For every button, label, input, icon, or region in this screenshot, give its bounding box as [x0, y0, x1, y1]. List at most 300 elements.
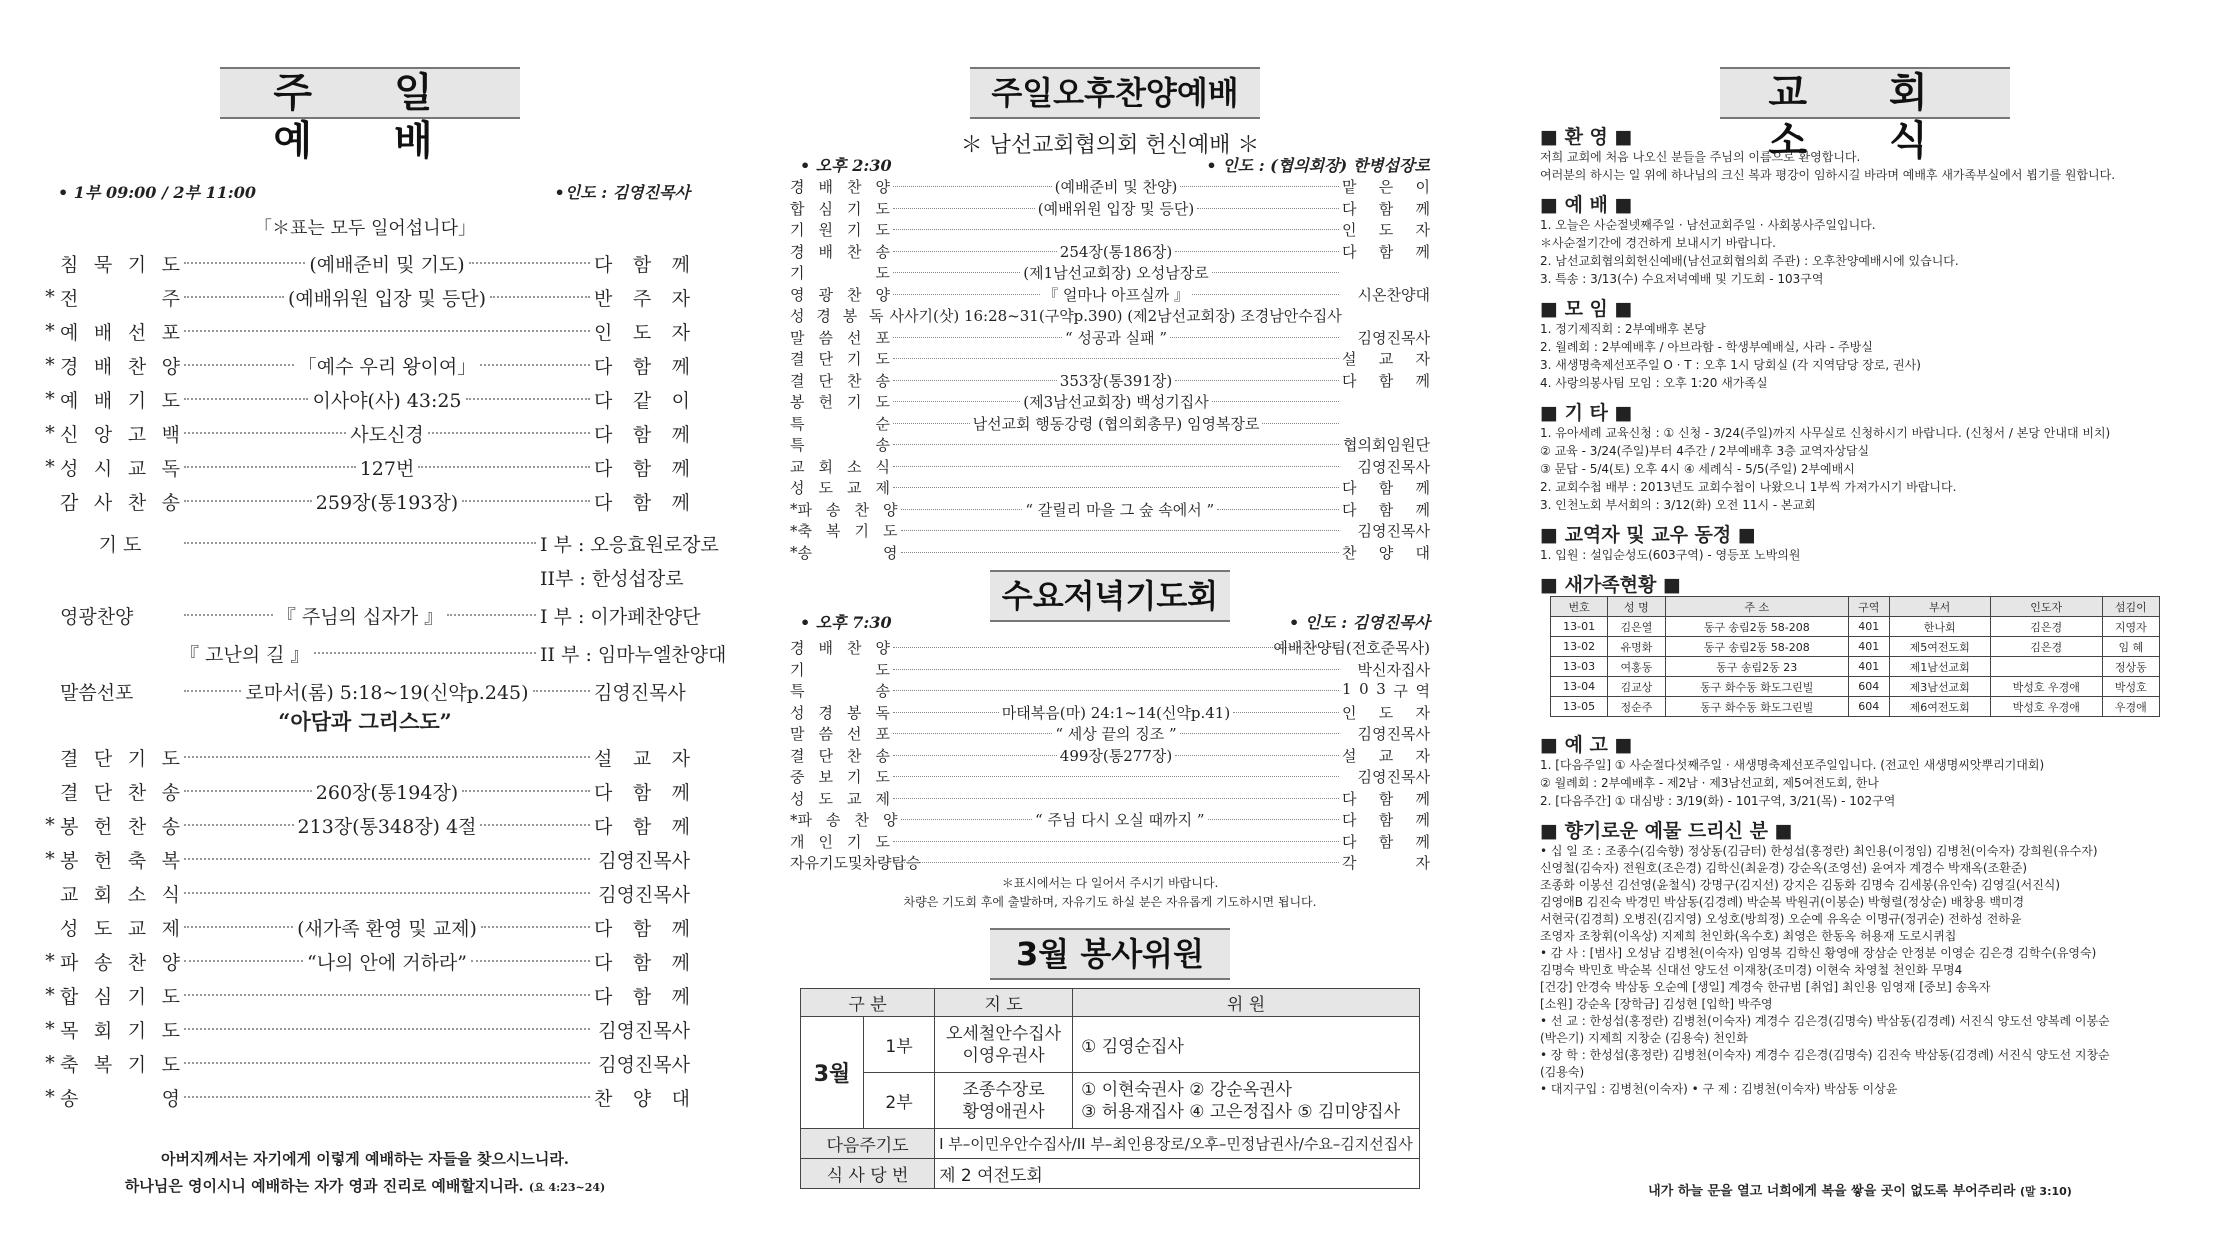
choir-song-1: 『 주님의 십자가 』 — [276, 605, 444, 628]
order-item-detail: 213장(통348장) 4절 — [297, 815, 477, 838]
order-item-person: 김영진목사 — [1357, 457, 1430, 476]
choir-row-2 — [40, 636, 727, 670]
order-item-person: 김영진목사 — [598, 883, 690, 906]
table-cell: 제5여전도회 — [1889, 637, 1990, 657]
order-row — [790, 477, 1430, 498]
order-item-person: 다 함 께 — [594, 917, 690, 940]
order-item-name: 결 단 기 도 — [790, 350, 890, 368]
section-title: ■ 새가족현황 ■ — [1540, 574, 1681, 596]
new-family-col: 부서 — [1889, 597, 1990, 617]
table-cell: 13-01 — [1551, 617, 1608, 637]
closing-verse: 내가 하늘 문을 열고 너희에게 복을 쌓을 곳이 없도록 부어주리라 (말 3:10) — [1648, 1184, 2072, 1199]
news-line: 신영철(김숙자) 전원호(조은경) 김학신(최윤경) 강순옥(조영선) 윤여자 계경수 박재옥(조환준) — [1540, 861, 2028, 875]
order-item-detail: 499장(통277장) — [1059, 746, 1173, 765]
table-cell: 401 — [1848, 637, 1889, 657]
order-row — [40, 774, 690, 808]
new-family-col: 번호 — [1551, 597, 1608, 617]
order-item-name: 신 앙 고 백 — [60, 423, 180, 446]
order-item-name: 특 송 — [790, 682, 890, 700]
order-row — [40, 876, 690, 910]
table-cell: 우경애 — [2102, 697, 2159, 717]
order-row — [40, 842, 690, 876]
note-standing: ＊표시에서는 다 일어서 주시기 바랍니다. — [1001, 876, 1219, 890]
order-item-person: 협의회임원단 — [1343, 436, 1430, 454]
order-item-name: 자 유 기 도 및 차 량 탑 승 — [790, 854, 921, 872]
order-item-person: 예배찬양팀(전호준목사) — [1273, 639, 1430, 657]
news-line: ② 월례회 : 2부예배후 - 제2남 · 제3남선교회, 제5여전도회, 한나 — [1540, 776, 1879, 790]
prayer-part2: II부 : 한성섭장로 — [540, 567, 684, 590]
sermon-row — [40, 674, 690, 708]
order-item-name: 특 순 — [790, 414, 890, 433]
order-row — [790, 499, 1430, 520]
order-item-detail: (예배준비 및 기도) — [309, 253, 465, 276]
order-item-name: 기 원 기 도 — [790, 221, 890, 239]
order-item-name: 성 경 봉 독 — [790, 703, 890, 722]
order-item-name: 중 보 기 도 — [790, 768, 890, 786]
order-row — [790, 788, 1430, 809]
news-line: 조영자 조창휘(이옥상) 지제희 천인화(옥수호) 최영은 한동옥 허용재 도로시퀴칩 — [1540, 929, 1957, 943]
standing-mark: * — [45, 354, 55, 376]
order-item-detail: “나의 안에 거하라” — [307, 951, 467, 974]
table-cell: 김은경 — [1990, 617, 2102, 637]
order-item-name: 영 광 찬 양 — [790, 285, 890, 304]
table-row — [1551, 697, 2160, 717]
order-row — [790, 284, 1430, 305]
table-cell: 401 — [1848, 617, 1889, 637]
news-line: (박은기) 지제희 지창순 (김용숙) 천인화 — [1540, 1031, 1748, 1045]
verse-line-1: 아버지께서는 자기에게 이렇게 예배하는 자들을 찾으시느니라. — [160, 1150, 570, 1168]
order-item-name: 성 도 교 제 — [790, 789, 890, 808]
standing-mark: * — [45, 456, 55, 478]
news-line: (김용숙) — [1540, 1065, 1585, 1079]
order-item-name: 성 도 교 제 — [60, 917, 180, 940]
news-line: 2. 교회수첩 배부 : 2013년도 교회수첩이 나왔으니 1부씩 가져가시기 바랍니다. — [1540, 480, 1957, 494]
order-item-person: 김영진목사 — [598, 1053, 690, 1076]
order-item-person: 시온찬양대 — [1357, 285, 1430, 304]
order-item-name: 결 단 기 도 — [60, 747, 180, 770]
order-item-name: 목 회 기 도 — [60, 1019, 180, 1042]
order-item-person: 찬 양 대 — [594, 1087, 690, 1110]
news-line: • 감 사 : [범사] 오성남 김병천(이숙자) 임영복 김학신 황영애 장삼순 안정분 이영순 김은경 김학수(유영숙) — [1540, 946, 2097, 960]
volunteers-table — [800, 988, 1420, 1189]
order-item-name: 기 도 — [790, 264, 890, 282]
news-line: 4. 사랑의봉사팀 모임 : 오후 1:20 새가족실 — [1540, 376, 1768, 390]
order-item-name: 축 복 기 도 — [60, 1053, 180, 1076]
table-cell: 지영자 — [2102, 617, 2159, 637]
afternoon-worship-title: 주일오후찬양예배 — [970, 67, 1260, 119]
sermon-preacher: 김영진목사 — [594, 681, 686, 704]
order-row — [40, 978, 690, 1012]
prayer-part1: I 부 : 오응효원로장로 — [540, 533, 719, 556]
order-row — [40, 1046, 690, 1080]
news-line: ③ 문답 - 5/4(토) 오후 4시 ④ 세례식 - 5/5(주일) 2부예배시 — [1540, 462, 1855, 476]
section-title: ■ 환 영 ■ — [1540, 126, 1633, 148]
order-row — [40, 740, 690, 774]
order-item-person: 다 함 께 — [1342, 832, 1430, 851]
table-row — [1551, 677, 2160, 697]
order-item-name: 경 배 찬 양 — [60, 355, 180, 378]
order-row — [790, 542, 1430, 563]
order-item-name: 파 송 찬 양 — [60, 951, 180, 974]
table-cell: 제1남선교회 — [1889, 657, 1990, 677]
order-row — [790, 520, 1430, 541]
section-title: ■ 모 임 ■ — [1540, 298, 1633, 320]
order-item-detail: 127번 — [359, 457, 415, 480]
new-family-col: 섬김이 — [2102, 597, 2159, 617]
table-cell: 동구 송림2동 58-208 — [1665, 637, 1848, 657]
choir-row-1 — [40, 598, 701, 632]
order-row — [790, 680, 1430, 701]
order-row — [790, 831, 1430, 852]
order-row — [40, 1080, 690, 1114]
order-item-name: 결 단 찬 송 — [790, 746, 890, 765]
order-item-person: 인 도 자 — [594, 321, 690, 344]
new-family-col: 구역 — [1848, 597, 1889, 617]
order-item-person: 찬 양 대 — [1342, 543, 1430, 562]
order-row — [790, 327, 1430, 348]
standing-mark: * — [790, 810, 798, 829]
order-item-name: 감 사 찬 송 — [60, 491, 180, 514]
standing-mark: * — [45, 814, 55, 836]
volunteers-row-1 — [801, 1017, 1420, 1073]
order-row — [790, 702, 1430, 723]
order-item-name: 성 경 봉 독 — [790, 307, 884, 325]
order-row — [790, 809, 1430, 830]
order-item-detail: 259장(통193장) — [315, 491, 459, 514]
order-item-person: 인 도 자 — [1342, 703, 1430, 722]
table-cell: 박성호 우경애 — [1990, 697, 2102, 717]
meal-duty-row — [801, 1159, 1420, 1189]
order-row — [40, 944, 690, 978]
order-row — [790, 391, 1430, 412]
order-item-person: 인 도 자 — [1342, 221, 1430, 239]
news-line: ② 교육 - 3/24(주일)부터 4주간 / 2부예배후 3층 교역자상담실 — [1540, 444, 1870, 458]
meal-duty-value: 제 2 여전도회 — [935, 1159, 1420, 1189]
news-line: 여러분의 하시는 일 위에 하나님의 크신 복과 평강이 임하시길 바라며 예배후 새가족부실에서 뵙기를 원합니다. — [1540, 168, 2116, 182]
order-item-detail: (예배준비 및 찬양) — [1054, 178, 1178, 196]
order-item-name: 봉 헌 찬 송 — [60, 815, 180, 838]
order-item-person: 설 교 자 — [1342, 350, 1430, 368]
table-cell: 13-04 — [1551, 677, 1608, 697]
order-item-detail: 353장(통391장) — [1059, 371, 1173, 390]
order-item-detail: 마태복음(마) 24:1~14(신약p.41) — [1001, 703, 1231, 722]
order-item-person: 반 주 자 — [594, 287, 690, 310]
order-item-name: 경 배 찬 송 — [790, 242, 890, 261]
table-cell: 박성호 우경애 — [1990, 677, 2102, 697]
order-row — [790, 766, 1430, 787]
table-cell: 정순주 — [1608, 697, 1665, 717]
order-row — [790, 723, 1430, 744]
sermon-title: “아담과 그리스도” — [278, 709, 452, 734]
volunteers-row-2 — [801, 1073, 1420, 1129]
order-item-person: 다 함 께 — [1342, 479, 1430, 497]
standing-mark: * — [45, 1086, 55, 1108]
meal-duty-label: 식 사 당 번 — [801, 1159, 935, 1189]
standing-mark: * — [45, 320, 55, 342]
order-item-person: 다 같 이 — [594, 389, 690, 412]
order-row — [790, 348, 1430, 369]
col-division: 구 분 — [801, 989, 935, 1017]
month-cell: 3월 — [801, 1017, 864, 1129]
news-line: 1. 유아세례 교육신청 : ① 신청 - 3/24(주일)까지 사무실로 신청하시기 바랍니다. (신청서 / 본당 안내대 비치) — [1540, 426, 2111, 440]
news-line: 조종화 이봉선 김선영(윤철식) 강명구(김지선) 강지은 김동화 김명숙 김세봉(유인숙) 김영길(서진식) — [1540, 878, 2061, 892]
table-cell: 여홍동 — [1608, 657, 1665, 677]
order-item-person: 박신자집사 — [1357, 660, 1430, 679]
table-cell: 동구 송림2동 23 — [1665, 657, 1848, 677]
order-item-name: 송 영 — [60, 1087, 180, 1110]
order-item-detail: (제1남선교회장) 오성남장로 — [1023, 264, 1209, 282]
order-row — [40, 450, 690, 484]
order-row — [790, 852, 1430, 873]
order-item-person: 설 교 자 — [1342, 746, 1430, 765]
order-item-person: 김영진목사 — [1357, 768, 1430, 786]
order-item-name: 결 단 찬 송 — [790, 371, 890, 390]
section-title: ■ 예 고 ■ — [1540, 734, 1633, 756]
news-line: • 장 학 : 한성섭(홍정란) 김병천(이숙자) 계경수 김은경(김명숙) 김진숙 박삼동(김경례) 서진식 양도선 지창순 — [1540, 1048, 2110, 1062]
order-item-detail: 260장(통194장) — [315, 781, 459, 804]
order-row — [790, 745, 1430, 766]
news-line: 김영애B 김진숙 박경민 박삼동(김경례) 박순복 박원귀(이봉순) 박형렬(정상순) 배창용 백미경 — [1540, 895, 2025, 909]
table-row — [1551, 637, 2160, 657]
standing-mark: * — [45, 422, 55, 444]
table-row — [1551, 657, 2160, 677]
next-prayer-value: I 부–이민우안수집사/II 부–최인용장로/오후–민정남권사/수요–김지선집사 — [935, 1129, 1420, 1159]
order-item-person: 다 함 께 — [594, 355, 690, 378]
order-item-detail: 이사야(사) 43:25 — [312, 389, 462, 412]
order-row — [40, 416, 690, 450]
table-cell: 동구 화수동 화도그린빌 — [1665, 697, 1848, 717]
order-item-person: 김영진목사 — [1357, 328, 1430, 347]
order-row — [790, 305, 1430, 326]
order-row — [40, 910, 690, 944]
table-cell: 김은경 — [1990, 637, 2102, 657]
order-item-detail: (예배위원 입장 및 등단) — [1037, 199, 1195, 218]
order-row — [790, 370, 1430, 391]
order-item-detail: 『 얼마나 아프실까 』 — [1043, 285, 1189, 304]
order-item-person: 김영진목사 — [598, 849, 690, 872]
order-item-detail: (제3남선교회장) 백성기집사 — [1023, 393, 1209, 411]
choir-label: 영광찬양 — [60, 605, 134, 628]
part-1-leaders: 오세철안수집사 이영우권사 — [935, 1017, 1073, 1073]
order-row — [40, 382, 690, 416]
prayer-row — [40, 526, 719, 560]
order-item-person: 다 함 께 — [594, 815, 690, 838]
order-item-person: 다 함 께 — [594, 491, 690, 514]
standing-notice: 「＊표는 모두 일어섭니다」 — [254, 218, 476, 239]
order-item-person: 김영진목사 — [598, 1019, 690, 1042]
news-line: 1. 입원 : 설입순성도(603구역) - 영등포 노박의원 — [1540, 548, 1801, 562]
news-line: [소원] 강순옥 [장학금] 김성현 [입학] 박주영 — [1540, 997, 1773, 1011]
news-line: • 대지구입 : 김병천(이숙자) • 구 제 : 김병천(이숙자) 박삼동 이상윤 — [1540, 1082, 1898, 1096]
order-item-name: 기 도 — [790, 660, 890, 679]
wednesday-title: 수요저녁기도회 — [990, 570, 1230, 622]
afternoon-time: • 오후 2:30 — [800, 156, 892, 175]
verse-line-2: 하나님은 영이시니 예배하는 자가 영과 진리로 예배할지니라. (요 4:23~24) — [124, 1177, 606, 1195]
order-item-detail: (새가족 환영 및 교제) — [297, 917, 477, 940]
new-family-header — [1551, 597, 2160, 617]
wednesday-time: • 오후 7:30 — [800, 613, 892, 632]
order-item-name: 경 배 찬 양 — [790, 178, 890, 196]
section-title: ■ 예 배 ■ — [1540, 194, 1633, 216]
next-prayer-row — [801, 1129, 1420, 1159]
church-news-title: 교 회 소 식 — [1720, 67, 2010, 119]
order-item-detail: 사사기(삿) 16:28~31(구약p.390) (제2남선교회장) 조경남안수집사 — [889, 307, 1342, 325]
order-item-person: 다 함 께 — [594, 457, 690, 480]
order-item-person: 다 함 께 — [1342, 371, 1430, 390]
news-line: • 선 교 : 한성섭(홍정란) 김병천(이숙자) 계경수 김은경(김명숙) 박삼동(김경례) 서진식 양도선 양복례 이봉순 — [1540, 1014, 2110, 1028]
table-cell: 13-02 — [1551, 637, 1608, 657]
standing-mark: * — [45, 1018, 55, 1040]
new-family-col: 주 소 — [1665, 597, 1848, 617]
news-line: 서현국(김경희) 오병진(김지영) 오성호(방희정) 오순예 유옥순 이명규(정귀순) 전하성 전하윤 — [1540, 912, 2022, 926]
order-row — [790, 456, 1430, 477]
order-item-detail: “ 성공과 실패 ” — [1064, 328, 1168, 347]
news-line: [건강] 안경숙 박삼동 오순예 [생일] 계경숙 한규범 [취업] 최인용 임영재 [중보] 송옥자 — [1540, 980, 1991, 994]
table-cell: 제3남선교회 — [1889, 677, 1990, 697]
new-family-col: 인도자 — [1990, 597, 2102, 617]
standing-mark: * — [45, 388, 55, 410]
order-row — [40, 314, 690, 348]
order-item-name: 말 씀 선 포 — [790, 328, 890, 347]
news-line: 3. 새생명축제선포주일 O · T : 오후 1시 당회실 (각 지역담당 장로, 권사) — [1540, 358, 1921, 372]
choir-song-2: 『 고난의 길 』 — [180, 643, 310, 666]
order-item-name: 말 씀 선 포 — [790, 725, 890, 743]
order-item-name: 특 송 — [790, 436, 890, 454]
order-item-name: 합 심 기 도 — [60, 985, 180, 1008]
part-1-members: ① 김영순집사 — [1073, 1017, 1420, 1073]
standing-mark: * — [45, 848, 55, 870]
news-line: 저희 교회에 처음 나오신 분들을 주님의 이름으로 환영합니다. — [1540, 150, 1861, 164]
part-1-cell: 1부 — [864, 1017, 935, 1073]
order-item-name: 개 인 기 도 — [790, 832, 890, 851]
table-cell: 임 혜 — [2102, 637, 2159, 657]
order-item-name: 파 송 찬 양 — [797, 500, 898, 519]
news-line: 1. 정기제직회 : 2부예배후 본당 — [1540, 322, 1706, 336]
order-row — [790, 219, 1430, 240]
col-leader: 지 도 — [935, 989, 1073, 1017]
order-item-name: 예 배 선 포 — [60, 321, 180, 344]
order-item-detail: 「예수 우리 왕이여」 — [297, 355, 477, 378]
afternoon-leader: • 인도 : (협의회장) 한병섭장로 — [1206, 156, 1430, 175]
order-row — [790, 659, 1430, 680]
section-title: ■ 교역자 및 교우 동정 ■ — [1540, 524, 1756, 546]
service-leader: •인도 : 김영진목사 — [554, 183, 690, 202]
prayer-row-2 — [40, 560, 690, 594]
order-item-person: 맡 은 이 — [1342, 178, 1430, 196]
standing-mark: * — [790, 500, 798, 518]
order-row — [40, 280, 690, 314]
order-item-person: 김영진목사 — [1357, 725, 1430, 743]
next-prayer-label: 다음주기도 — [801, 1129, 935, 1159]
table-cell: 13-05 — [1551, 697, 1608, 717]
standing-mark: * — [790, 543, 798, 561]
order-item-name: 교 회 소 식 — [60, 883, 180, 906]
table-row — [1551, 617, 2160, 637]
order-item-person: 김영진목사 — [1357, 522, 1430, 540]
col-members: 위 원 — [1073, 989, 1420, 1017]
volunteers-header — [801, 989, 1420, 1017]
table-cell: 13-03 — [1551, 657, 1608, 677]
news-line: 3. 인천노회 부서회의 : 3/12(화) 오전 11시 - 본교회 — [1540, 498, 1816, 512]
news-line: • 십 일 조 : 조종수(김숙향) 정상동(김금터) 한성섭(홍정란) 최인용(이정임) 김병천(이숙자) 강희원(유수자) — [1540, 844, 2098, 858]
order-item-name: 경 배 찬 양 — [790, 639, 890, 657]
order-row — [790, 637, 1430, 658]
table-cell — [1990, 657, 2102, 677]
new-family-table — [1550, 596, 2160, 717]
order-item-detail: “ 갈릴리 마을 그 숲 속에서 ” — [1025, 500, 1215, 519]
order-item-name: 침 묵 기 도 — [60, 253, 180, 276]
order-row — [40, 1012, 690, 1046]
table-cell: 박성호 — [2102, 677, 2159, 697]
standing-mark: * — [45, 286, 55, 308]
table-cell: 김은열 — [1608, 617, 1665, 637]
news-line: 2. 남선교회협의회헌신예배(남선교회협의회 주관) : 오후찬양예배시에 있습니다. — [1540, 254, 1959, 268]
part-2-leaders: 조종수장로 황영애권사 — [935, 1073, 1073, 1129]
sermon-label: 말씀선포 — [60, 681, 134, 704]
section-title: ■ 향기로운 예물 드리신 분 ■ — [1540, 820, 1793, 842]
order-item-name: 파 송 찬 양 — [797, 811, 898, 829]
order-item-person: 다 함 께 — [1342, 789, 1430, 808]
table-cell: 김교상 — [1608, 677, 1665, 697]
order-item-detail: 남선교회 행동강령 (협의회총무) 임영복장로 — [972, 414, 1260, 433]
order-item-person: 다 함 께 — [594, 951, 690, 974]
standing-mark: * — [790, 521, 798, 540]
standing-mark: * — [45, 950, 55, 972]
order-item-person: 다 함 께 — [1342, 199, 1430, 218]
table-cell: 동구 송림2동 58-208 — [1665, 617, 1848, 637]
order-item-name: 예 배 기 도 — [60, 389, 180, 412]
sunday-worship-title: 주 일 예 배 — [220, 67, 520, 119]
order-row — [790, 176, 1430, 197]
order-item-name: 봉 헌 축 복 — [60, 849, 180, 872]
order-item-detail: 사도신경 — [350, 423, 424, 446]
news-line: 2. [다음주간] ① 대심방 : 3/19(화) - 101구역, 3/21(목) - 102구역 — [1540, 794, 1896, 808]
order-row — [790, 241, 1430, 262]
standing-mark: * — [45, 984, 55, 1006]
choir-team-2: II 부 : 임마누엘찬양대 — [540, 643, 727, 666]
order-row — [790, 434, 1430, 455]
order-item-detail: “ 주님 다시 오실 때까지 ” — [1034, 811, 1205, 829]
order-item-name: 결 단 찬 송 — [60, 781, 180, 804]
order-item-person: 각 자 — [1342, 854, 1430, 872]
order-row — [40, 246, 690, 280]
order-item-detail: (예배위원 입장 및 등단) — [287, 287, 487, 310]
order-row — [40, 808, 690, 842]
order-item-detail: 254장(통186장) — [1059, 242, 1173, 261]
table-cell: 604 — [1848, 677, 1889, 697]
choir-team-1: I 부 : 이가페찬양단 — [540, 605, 701, 628]
order-item-name: 교 회 소 식 — [790, 457, 890, 476]
news-line: 2. 월례회 : 2부예배후 / 아브라함 - 학생부예배실, 사라 - 주방실 — [1540, 340, 1873, 354]
new-family-col: 성 명 — [1608, 597, 1665, 617]
news-line: 1. 오늘은 사순절넷째주일 · 남선교회주일 · 사회봉사주일입니다. — [1540, 218, 1876, 232]
order-item-person: 설 교 자 — [594, 747, 690, 770]
table-cell: 유명화 — [1608, 637, 1665, 657]
news-line: 김명숙 박민호 박순복 신대선 양도선 이재창(조미경) 이현숙 차영철 천인화 무명4 — [1540, 963, 1963, 977]
table-cell: 한나회 — [1889, 617, 1990, 637]
news-line: 1. [다음주일] ① 사순절다섯째주일 · 새생명축제선포주일입니다. (전교인 새생명씨앗뿌리기대회) — [1540, 758, 2045, 772]
order-item-person: 다 함 께 — [1342, 500, 1430, 519]
service-time: • 1부 09:00 / 2부 11:00 — [58, 183, 256, 202]
order-item-name: 축 복 기 도 — [797, 522, 898, 540]
order-item-name: 송 영 — [797, 543, 898, 562]
order-item-detail: “ 세상 끝의 징조 ” — [1055, 725, 1177, 743]
prayer-label: 기 도 — [98, 533, 142, 556]
order-row — [790, 198, 1430, 219]
table-cell: 정상동 — [2102, 657, 2159, 677]
order-item-person: 다 함 께 — [1342, 242, 1430, 261]
order-item-person: 다 함 께 — [594, 423, 690, 446]
